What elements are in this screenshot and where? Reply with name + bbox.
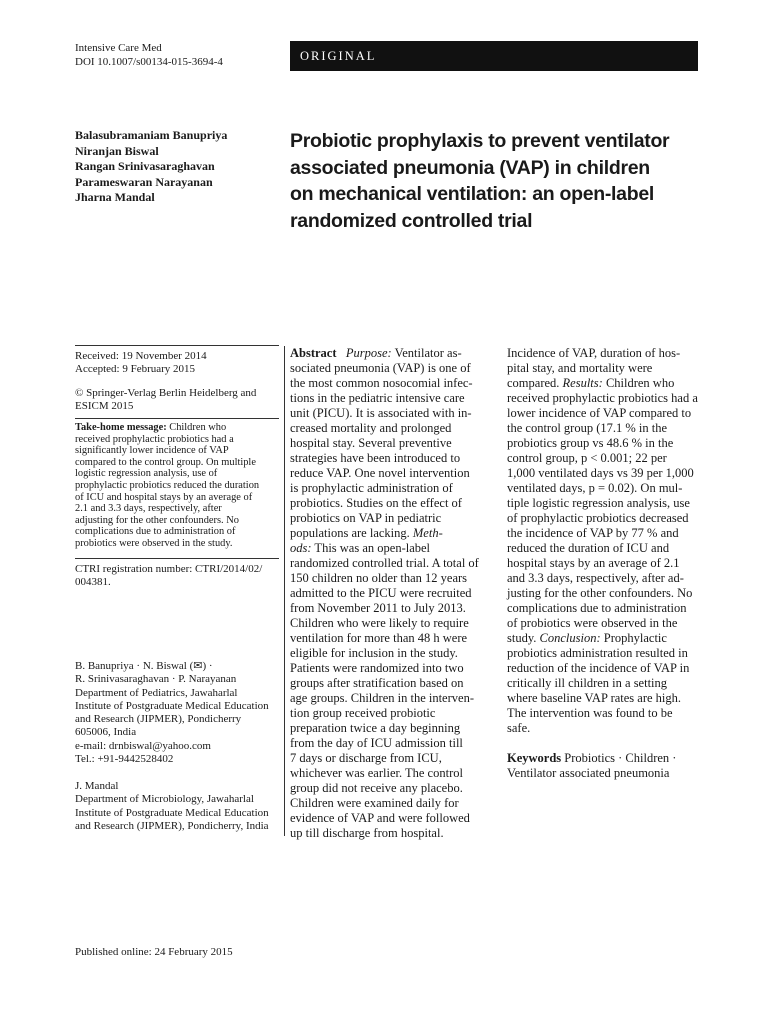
abstract-text: study. xyxy=(507,631,540,645)
ctri-text: 004381. xyxy=(75,576,111,589)
abstract-text: lower incidence of VAP compared to xyxy=(507,406,692,420)
abstract-text: eligible for inclusion in the study. xyxy=(290,646,458,660)
author-name: Niranjan Biswal xyxy=(75,143,159,158)
abstract-text: ventilated days, p = 0.02). On mul- xyxy=(507,481,683,495)
abstract-column-1 xyxy=(290,346,497,841)
take-home-text: compared to the control group. On multiple xyxy=(75,456,256,468)
sidebar-top-rule xyxy=(75,345,279,346)
abstract-text: reduce VAP. One novel intervention xyxy=(290,466,470,480)
abstract-text: Incidence of VAP, duration of hos- xyxy=(507,346,681,360)
take-home-text: adjusting for the other confounders. No xyxy=(75,514,239,526)
ctri-text: CTRI registration number: CTRI/2014/02/ xyxy=(75,563,263,575)
take-home-text: significantly lower incidence of VAP xyxy=(75,445,229,457)
affiliation-line: and Research (JIPMER), Pondicherry xyxy=(75,713,242,726)
methods-label: ods: xyxy=(290,541,312,555)
copyright-line: ESICM 2015 xyxy=(75,399,134,412)
copyright-line: © Springer-Verlag Berlin Heidelberg and xyxy=(75,386,257,399)
affiliation-line: B. Banupriya · N. Biswal (✉) · xyxy=(75,660,213,672)
accepted-date: Accepted: 9 February 2015 xyxy=(75,363,196,376)
abstract-text: compared. xyxy=(507,376,563,390)
affiliation-line: 605006, India xyxy=(75,726,137,739)
take-home-text: Children who xyxy=(166,422,227,433)
abstract-text: from the day of ICU admission till xyxy=(290,736,463,750)
abstract-text: Patients were randomized into two xyxy=(290,661,464,675)
abstract-text: where baseline VAP rates are high. xyxy=(507,691,682,705)
abstract-text: the incidence of VAP by 77 % and xyxy=(507,526,679,540)
abstract-text: Children who were likely to require xyxy=(290,616,469,630)
sidebar-rule xyxy=(75,418,279,419)
published-date: Published online: 24 February 2015 xyxy=(75,946,233,958)
article-dates xyxy=(75,350,281,413)
abstract-text: The intervention was found to be xyxy=(507,706,673,720)
affiliation-line: Institute of Postgraduate Medical Education xyxy=(75,699,269,712)
author-list xyxy=(75,128,275,206)
abstract-text: tiple logistic regression analysis, use xyxy=(507,496,690,510)
abstract-text: creased mortality and prolonged xyxy=(290,421,452,435)
affiliation-line: Department of Pediatrics, Jawaharlal xyxy=(75,686,238,699)
author-name: Rangan Srinivasaraghavan xyxy=(75,159,215,173)
methods-label: Meth- xyxy=(412,526,443,540)
author-name: Parameswaran Narayanan xyxy=(75,174,213,189)
abstract-text: 7 days or discharge from ICU, xyxy=(290,751,442,765)
abstract-text: age groups. Children in the interven- xyxy=(290,691,474,705)
abstract-text: evidence of VAP and were followed xyxy=(290,811,470,825)
abstract-text: tion group received probiotic xyxy=(290,706,436,720)
take-home-label: Take-home message: xyxy=(75,422,167,433)
affiliation-block xyxy=(75,780,281,833)
keywords-label: Keywords xyxy=(507,751,562,765)
affiliation-line: Department of Microbiology, Jawaharlal xyxy=(75,793,254,806)
abstract-text: critically ill children in a setting xyxy=(507,676,668,690)
abstract-text: sociated pneumonia (VAP) is one of xyxy=(290,361,471,375)
abstract-text: complications due to administration xyxy=(507,601,687,615)
abstract-text: This was an open-label xyxy=(311,541,431,555)
abstract-label: Abstract xyxy=(290,346,337,360)
journal-doi: DOI 10.1007/s00134-015-3694-4 xyxy=(75,56,223,68)
abstract-text: probiotics. Studies on the effect of xyxy=(290,496,462,510)
abstract-text: 150 children no older than 12 years xyxy=(290,571,468,585)
abstract-text: safe. xyxy=(507,721,531,735)
abstract-text: control group, p < 0.001; 22 per xyxy=(507,451,667,465)
abstract-text: groups after stratification based on xyxy=(290,676,464,690)
abstract-text: group did not receive any placebo. xyxy=(290,781,463,795)
abstract-text: of prophylactic probiotics decreased xyxy=(507,511,689,525)
abstract-text: tions in the pediatric intensive care xyxy=(290,391,465,405)
abstract-text: hospital stay. Several preventive xyxy=(290,436,452,450)
abstract-text: populations are lacking. xyxy=(290,526,413,540)
abstract-text: whichever was earlier. The control xyxy=(290,766,463,780)
author-name: Jharna Mandal xyxy=(75,190,155,204)
keywords-text: Ventilator associated pneumonia xyxy=(507,766,670,780)
abstract-text: Children were examined daily for xyxy=(290,796,459,810)
author-name: Balasubramaniam Banupriya xyxy=(75,128,228,142)
conclusion-label: Conclusion: xyxy=(539,631,601,645)
abstract-text: the control group (17.1 % in the xyxy=(507,421,668,435)
abstract-text: unit (PICU). It is associated with in- xyxy=(290,406,472,420)
received-date: Received: 19 November 2014 xyxy=(75,350,207,362)
take-home-text: prophylactic probiotics reduced the duration xyxy=(75,479,260,491)
title-line: on mechanical ventilation: an open-label xyxy=(290,183,654,205)
take-home-text: received prophylactic probiotics had a xyxy=(75,433,234,445)
take-home-text: 2.1 and 3.3 days, respectively, after xyxy=(75,503,222,515)
abstract-text: received prophylactic probiotics had a xyxy=(507,391,698,405)
affiliation-line: R. Srinivasaraghavan · P. Narayanan xyxy=(75,673,237,686)
abstract-text: randomized controlled trial. A total of xyxy=(290,556,479,570)
abstract-text: from November 2011 to July 2013. xyxy=(290,601,466,615)
abstract-text: of probiotics were observed in the xyxy=(507,616,678,630)
abstract-text: admitted to the PICU were recruited xyxy=(290,586,472,600)
keywords-text: Probiotics · Children · xyxy=(561,751,677,765)
abstract-column-2 xyxy=(507,346,714,781)
column-divider xyxy=(284,346,285,836)
purpose-label: Purpose: xyxy=(345,346,392,360)
results-label: Results: xyxy=(562,376,603,390)
title-line: Probiotic prophylaxis to prevent ventilator xyxy=(290,130,670,152)
author-email[interactable]: e-mail: drnbiswal@yahoo.com xyxy=(75,739,211,752)
abstract-text: Ventilator as- xyxy=(391,346,462,360)
journal-name: Intensive Care Med xyxy=(75,42,162,54)
abstract-text: strategies have been introduced to xyxy=(290,451,461,465)
take-home-text: complications due to administration of xyxy=(75,526,236,538)
abstract-text: and 3.3 days, respectively, after ad- xyxy=(507,571,684,585)
abstract-text: is prophylactic administration of xyxy=(290,481,453,495)
abstract-text: reduced the duration of ICU and xyxy=(507,541,670,555)
affiliation-line: and Research (JIPMER), Pondicherry, India xyxy=(75,819,269,832)
title-line: randomized controlled trial xyxy=(290,209,533,232)
abstract-text: probiotics administration resulted in xyxy=(507,646,688,660)
take-home-message xyxy=(75,422,281,550)
affiliation-line: Institute of Postgraduate Medical Education xyxy=(75,806,269,819)
abstract-text: probiotics group vs 48.6 % in the xyxy=(507,436,674,450)
paper-title xyxy=(290,128,700,234)
abstract-text: reduction of the incidence of VAP in xyxy=(507,661,690,675)
abstract-text: probiotics on VAP in pediatric xyxy=(290,511,442,525)
affiliation-line: J. Mandal xyxy=(75,780,119,792)
abstract-text: up till discharge from hospital. xyxy=(290,826,444,840)
abstract-text: preparation twice a day beginning xyxy=(290,721,461,735)
abstract-text: pital stay, and mortality were xyxy=(507,361,653,375)
sidebar-rule xyxy=(75,558,279,559)
author-phone: Tel.: +91-9442528402 xyxy=(75,753,174,766)
abstract-text: ventilation for more than 48 h were xyxy=(290,631,468,645)
journal-header xyxy=(75,41,223,69)
ctri-registration xyxy=(75,563,281,590)
affiliation-block xyxy=(75,660,281,766)
abstract-text: hospital stays by an average of 2.1 xyxy=(507,556,680,570)
title-line: associated pneumonia (VAP) in children xyxy=(290,156,650,179)
take-home-text: probiotics were observed in the study. xyxy=(75,537,233,549)
abstract-text: justing for the other confounders. No xyxy=(507,586,693,600)
abstract-text: the most common nosocomial infec- xyxy=(290,376,473,390)
abstract-text: Children who xyxy=(602,376,675,390)
abstract-text: 1,000 ventilated days vs 39 per 1,000 xyxy=(507,466,694,480)
take-home-text: logistic regression analysis, use of xyxy=(75,468,218,480)
take-home-text: of ICU and hospital stays by an average of xyxy=(75,491,253,503)
abstract-text: Prophylactic xyxy=(600,631,667,645)
section-banner: ORIGINAL xyxy=(290,41,698,71)
